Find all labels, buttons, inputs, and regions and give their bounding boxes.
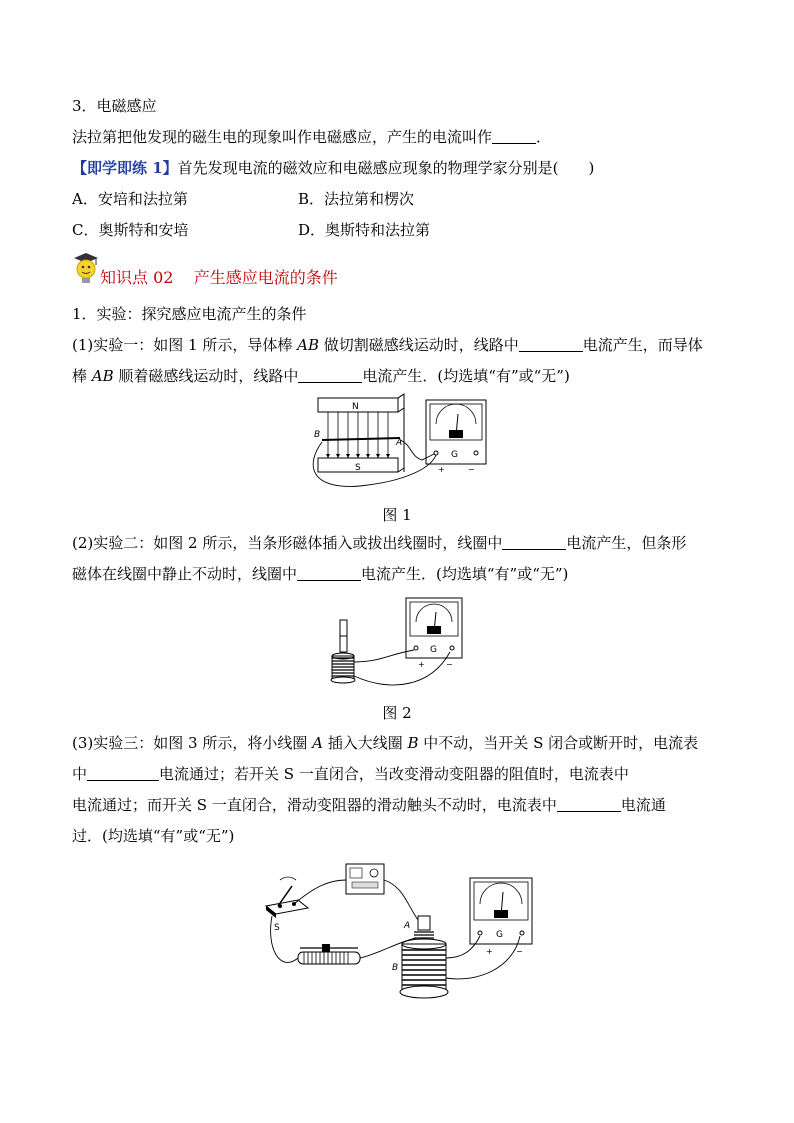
exp3-line1 bbox=[72, 733, 698, 753]
coil-a-figure-label: A bbox=[404, 921, 411, 931]
answer-blank[interactable] bbox=[492, 128, 536, 144]
conductor-label: AB bbox=[91, 367, 114, 385]
rod-end-b-label: B bbox=[314, 430, 321, 440]
exp3-line2 bbox=[72, 764, 629, 784]
section-text-body: 法拉第把他发现的磁生电的现象叫作电磁感应，产生的电流叫作 bbox=[72, 128, 493, 146]
exp1-line2 bbox=[72, 366, 570, 386]
exp3-line3 bbox=[72, 795, 666, 815]
answer-blank[interactable] bbox=[557, 796, 621, 812]
exp3-text: 中 bbox=[72, 765, 88, 783]
coil-a-label: A bbox=[312, 734, 323, 752]
figure-1-diagram bbox=[300, 390, 500, 495]
exp1-text: (1)实验一：如图 1 所示，导体棒 bbox=[72, 336, 298, 354]
switch-label: S bbox=[274, 923, 280, 933]
terminal-minus-label: − bbox=[446, 660, 453, 669]
lightbulb-mascot-icon bbox=[70, 250, 100, 286]
knowledge-number: 知识点 02 bbox=[100, 268, 174, 287]
exp2-text: 磁体在线圈中静止不动时，线圈中 bbox=[72, 565, 298, 583]
conductor-label: AB bbox=[297, 336, 319, 354]
answer-blank[interactable] bbox=[87, 765, 159, 781]
exp2-text: (2)实验二：如图 2 所示，当条形磁体插入或拔出线圈时，线圈中 bbox=[72, 534, 503, 552]
exp2-line2 bbox=[72, 564, 568, 584]
terminal-minus-label: − bbox=[468, 465, 475, 474]
exp1-text: 顺着磁感线运动时，线路中 bbox=[113, 367, 299, 385]
practice-tag: 【即学即练 1】 bbox=[72, 159, 178, 177]
answer-blank[interactable] bbox=[297, 565, 361, 581]
experiment-heading: 1．实验：探究感应电流产生的条件 bbox=[72, 305, 307, 323]
galvanometer-label: G bbox=[451, 450, 458, 460]
exp3-text: 电流通过；而开关 S 一直闭合，滑动变阻器的滑动触头不动时，电流表中 bbox=[72, 796, 557, 814]
practice-question-text: 首先发现电流的磁效应和电磁感应现象的物理学家分别是( ) bbox=[177, 159, 595, 177]
exp1-text: 电流产生．(均选填“有”或“无”) bbox=[362, 367, 570, 385]
rod-end-a-label: A bbox=[396, 438, 403, 448]
option-c[interactable]: C．奥斯特和安培 bbox=[72, 221, 189, 239]
exp3-text: 电流通过；若开关 S 一直闭合，当改变滑动变阻器的阻值时，电流表中 bbox=[159, 765, 629, 783]
section-heading: 3．电磁感应 bbox=[72, 97, 157, 115]
section-text-end: ． bbox=[536, 128, 552, 146]
magnet-north-label: N bbox=[352, 402, 359, 412]
exp3-text: (3)实验三：如图 3 所示，将小线圈 bbox=[72, 734, 313, 752]
galvanometer-label: G bbox=[430, 645, 437, 655]
exp3-text: 中不动，当开关 S 闭合或断开时，电流表 bbox=[418, 734, 699, 752]
answer-blank[interactable] bbox=[519, 336, 583, 352]
exp3-line4: 过．(均选填“有”或“无”) bbox=[72, 827, 235, 845]
figure-3-diagram bbox=[258, 858, 540, 1003]
figure-2-diagram bbox=[320, 592, 470, 692]
section-text bbox=[72, 127, 551, 147]
terminal-plus-label: + bbox=[486, 947, 493, 956]
practice-question bbox=[72, 158, 594, 178]
coil-b-figure-label: B bbox=[392, 963, 399, 973]
figure-1-caption: 图 1 bbox=[382, 506, 412, 524]
exp1-text: 棒 bbox=[72, 367, 92, 385]
galvanometer-label: G bbox=[496, 930, 503, 940]
terminal-minus-label: − bbox=[516, 947, 523, 956]
exp3-text: 插入大线圈 bbox=[322, 734, 408, 752]
exp2-line1 bbox=[72, 533, 686, 553]
figure-2-caption: 图 2 bbox=[382, 704, 412, 722]
knowledge-point-header bbox=[100, 268, 338, 288]
exp1-text: 电流产生，而导体 bbox=[582, 336, 703, 354]
exp1-line1 bbox=[72, 335, 703, 355]
terminal-plus-label: + bbox=[438, 465, 445, 474]
answer-blank[interactable] bbox=[502, 534, 566, 550]
coil-b-label: B bbox=[407, 734, 419, 752]
exp1-text: 做切割磁感线运动时，线路中 bbox=[318, 336, 519, 354]
terminal-plus-label: + bbox=[418, 660, 425, 669]
knowledge-title: 产生感应电流的条件 bbox=[193, 268, 338, 287]
option-a[interactable]: A．安培和法拉第 bbox=[72, 190, 188, 208]
exp2-text: 电流产生．(均选填“有”或“无”) bbox=[361, 565, 569, 583]
answer-blank[interactable] bbox=[298, 367, 362, 383]
option-b[interactable]: B．法拉第和楞次 bbox=[298, 190, 415, 208]
magnet-south-label: S bbox=[355, 463, 361, 473]
exp2-text: 电流产生，但条形 bbox=[566, 534, 687, 552]
option-d[interactable]: D．奥斯特和法拉第 bbox=[298, 221, 431, 239]
exp3-text: 电流通 bbox=[620, 796, 666, 814]
